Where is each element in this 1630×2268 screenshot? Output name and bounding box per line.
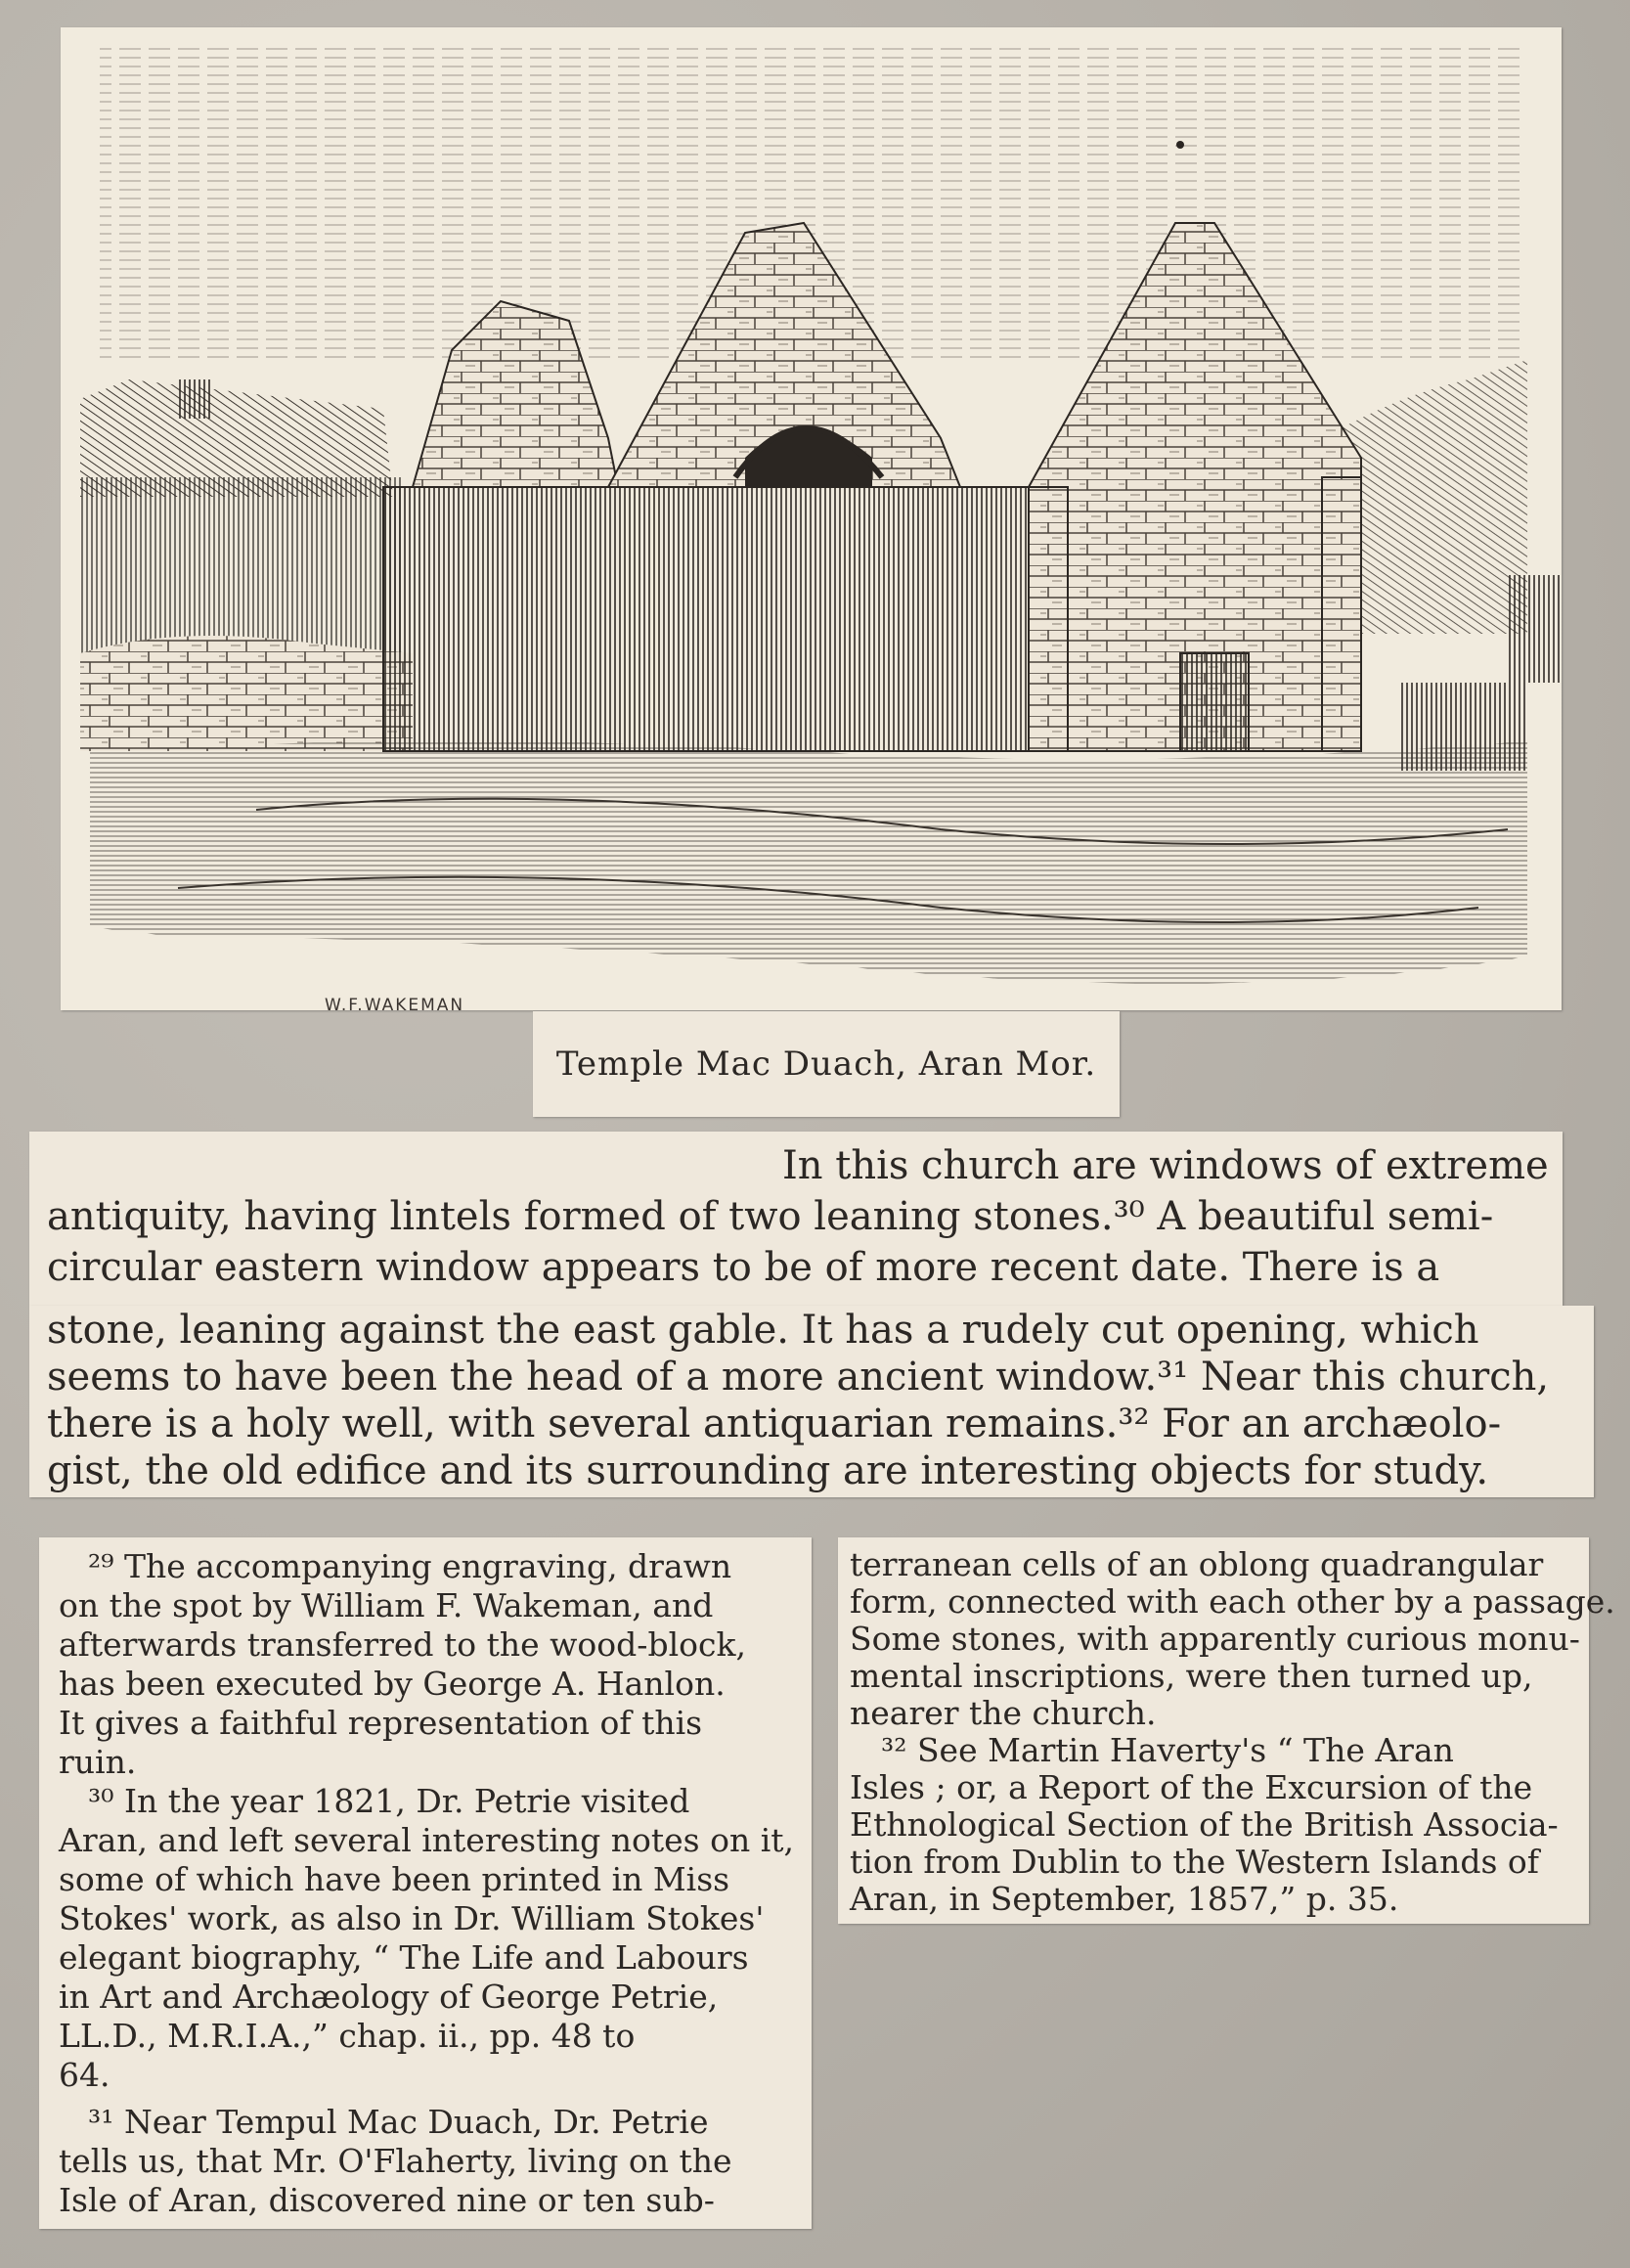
engraving-clipping [61,27,1562,1015]
footnote-line: Ethnological Section of the British Associa- [850,1805,1559,1844]
main-line: seems to have been the head of a more ancient window.³¹ Near this church, [47,1355,1550,1400]
footnote-line: 64. [59,2056,110,2094]
footnote-line: LL.D., M.R.I.A.,” chap. ii., pp. 48 to [59,2017,636,2055]
footnote-line: Aran, in September, 1857,” p. 35. [850,1880,1399,1918]
footnote-line: tells us, that Mr. O'Flaherty, living on the [59,2142,732,2180]
footnote-line: elegant biography, “ The Life and Labours [59,1938,749,1977]
footnote-line: afterwards transferred to the wood-block, [59,1625,746,1664]
main-text-clipping-1 [29,1132,1563,1306]
footnote-line: ²⁹ The accompanying engraving, drawn [88,1547,732,1585]
church-ruin-engraving [61,27,1562,1010]
footnote-line: Stokes' work, as also in Dr. William Stokes' [59,1899,765,1937]
main-line: there is a holy well, with several antiquarian remains.³² For an archæolo- [47,1401,1502,1446]
main-line: gist, the old edifice and its surrounding are interesting objects for study. [47,1448,1489,1493]
footnote-line: ruin. [59,1743,137,1781]
footnote-line: tion from Dublin to the Western Islands of [850,1843,1539,1881]
footnote-line: mental inscriptions, were then turned up, [850,1657,1533,1695]
footnote-line: has been executed by George A. Hanlon. [59,1665,726,1703]
footnote-line: ³² See Martin Haverty's “ The Aran [881,1731,1454,1769]
footnote-line: Some stones, with apparently curious monu- [850,1620,1580,1658]
footnote-line: Aran, and left several interesting notes on it, [59,1821,795,1859]
footnote-line: in Art and Archæology of George Petrie, [59,1978,719,2016]
footnote-line: Isle of Aran, discovered nine or ten sub- [59,2181,715,2219]
main-line: antiquity, having lintels formed of two leaning stones.³⁰ A beautiful semi- [47,1194,1494,1239]
main-line: circular eastern window appears to be of more recent date. There is a [47,1245,1440,1290]
footnote-line: Isles ; or, a Report of the Excursion of the [850,1768,1533,1806]
footnotes-left-column [39,1537,812,2229]
caption-text: Temple Mac Duach, Aran Mor. [555,1045,1097,1084]
footnote-line: It gives a faithful representation of this [59,1704,703,1742]
footnote-line: terranean cells of an oblong quadrangular [850,1545,1544,1583]
footnote-line: on the spot by William F. Wakeman, and [59,1586,714,1624]
engraver-signature: W.F.WAKEMAN [325,996,465,1015]
main-line: stone, leaning against the east gable. It has a rudely cut opening, which [47,1308,1479,1353]
footnote-line: ³¹ Near Tempul Mac Duach, Dr. Petrie [88,2103,709,2141]
main-text-clipping-2 [29,1306,1594,1497]
footnote-line: ³⁰ In the year 1821, Dr. Petrie visited [88,1782,690,1820]
footnotes-right-column [838,1537,1615,1924]
footnote-line: nearer the church. [850,1694,1157,1732]
main-line: In this church are windows of extreme [782,1143,1549,1188]
footnote-line: some of which have been printed in Miss [59,1860,730,1898]
illustration-caption [533,1011,1120,1117]
footnote-line: form, connected with each other by a passage. [850,1582,1615,1621]
